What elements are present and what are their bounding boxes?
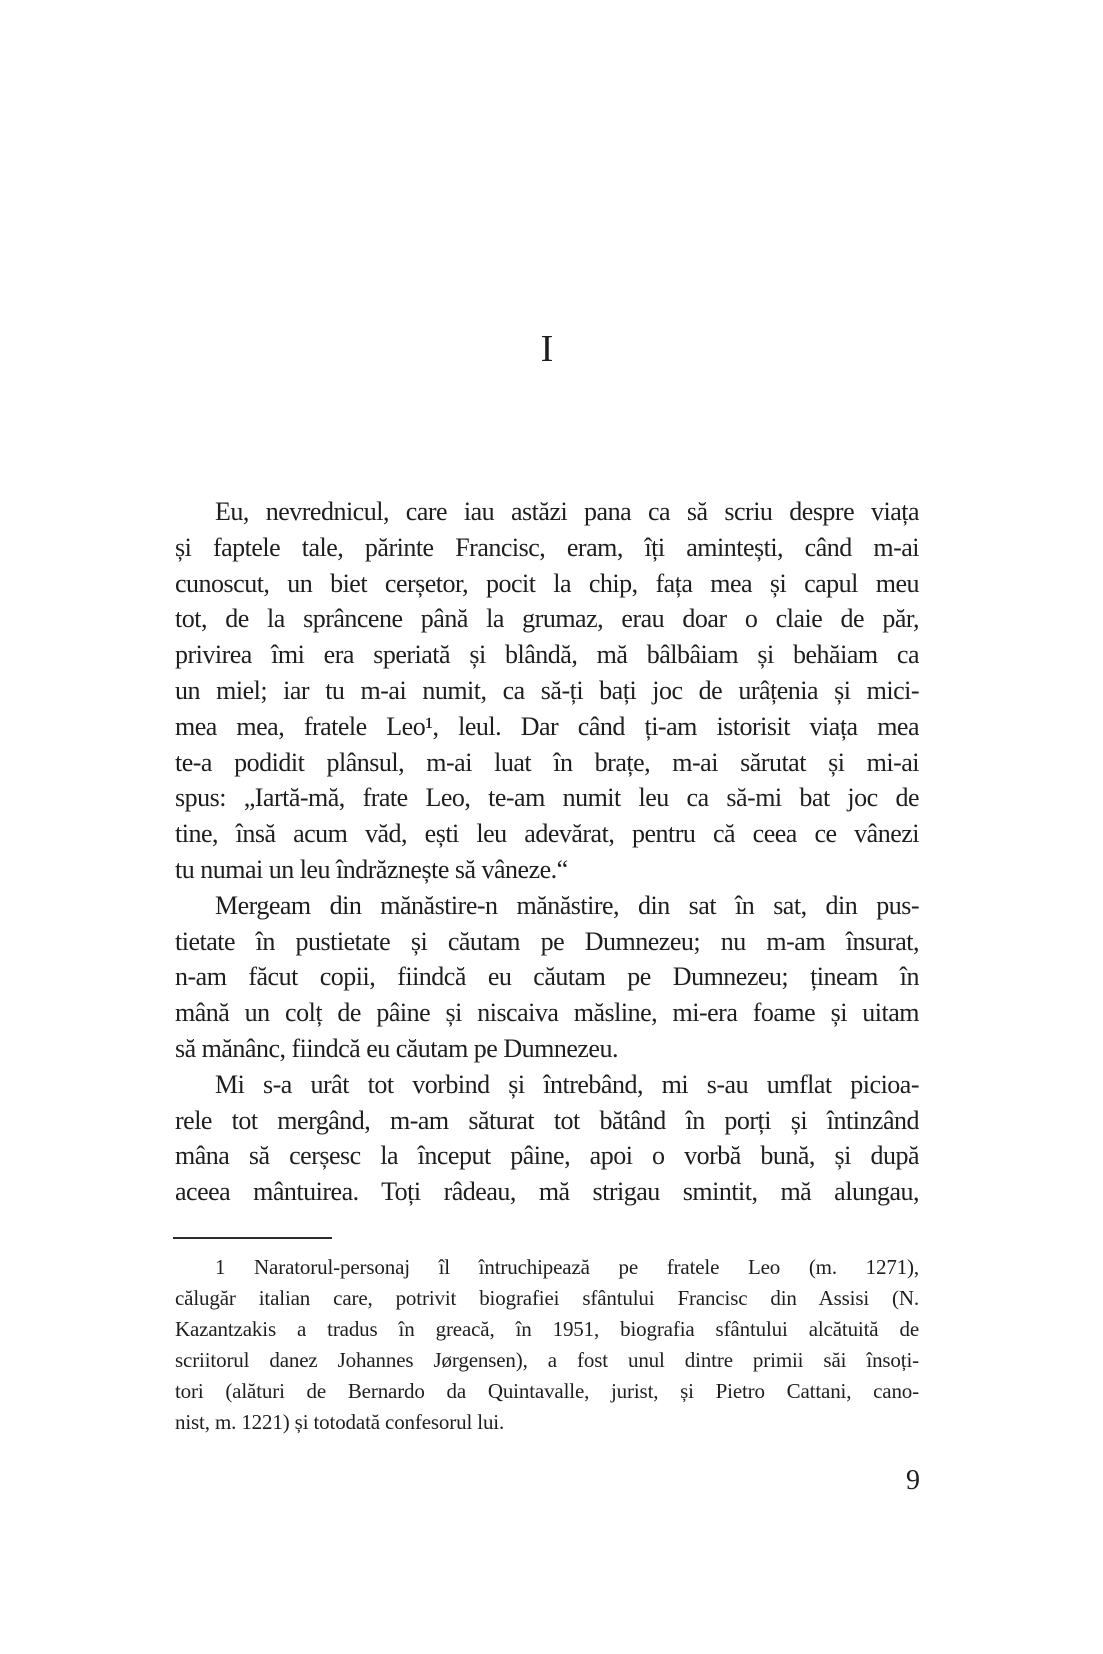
chapter-heading: I: [540, 328, 554, 370]
body-text-line: privirea îmi era speriată și blândă, mă bâlbâiam și behăiam ca: [175, 640, 919, 670]
footnote-line: 1 Naratorul-personaj îl întruchipează pe fratele Leo (m. 1271),: [215, 1255, 919, 1279]
footnote-block: [175, 1252, 919, 1438]
body-text-line: Mi s-a urât tot vorbind și întrebând, mi s-au umflat picioa-: [215, 1069, 919, 1099]
body-text-line: să mănânc, fiindcă eu căutam pe Dumnezeu.: [175, 1033, 618, 1063]
body-text-line: tine, însă acum văd, ești leu adevărat, pentru că ceea ce vânezi: [175, 819, 919, 849]
body-text-line: te-a podidit plânsul, m-ai luat în brațe, m-ai sărutat și mi-ai: [175, 747, 919, 777]
footnote-line: călugăr italian care, potrivit biografiei sfântului Francisc din Assisi (N.: [175, 1286, 919, 1310]
body-text-line: rele tot mergând, m-am săturat tot bătând în porți și întinzând: [175, 1105, 919, 1135]
footnote-line: nist, m. 1221) și totodată confesorul lui.: [175, 1410, 505, 1434]
body-text-line: un miel; iar tu m-ai numit, ca să-ți bați joc de urâțenia și mici-: [175, 675, 919, 705]
body-text-line: spus: „Iartă-mă, frate Leo, te-am numit leu ca să-mi bat joc de: [175, 783, 919, 813]
body-text-line: n-am făcut copii, fiindcă eu căutam pe Dumnezeu; țineam în: [175, 962, 919, 992]
body-text-line: tietate în pustietate și căutam pe Dumnezeu; nu m-am însurat,: [175, 926, 919, 956]
body-text-line: mea mea, fratele Leo¹, leul. Dar când ți-am istorisit viața mea: [175, 711, 919, 741]
body-text-line: tu numai un leu îndrăznește să vâneze.“: [175, 854, 568, 884]
page-number: 9: [906, 1465, 920, 1496]
body-text-line: mână un colț de pâine și niscaiva măsline, mi-era foame și uitam: [175, 998, 919, 1028]
body-text-line: și faptele tale, părinte Francisc, eram, îți amintești, când m-ai: [175, 532, 919, 562]
footnote-separator: [173, 1237, 332, 1239]
footnote-line: tori (alături de Bernardo da Quintavalle, jurist, și Pietro Cattani, cano-: [175, 1379, 919, 1403]
footnote-line: scriitorul danez Johannes Jørgensen), a fost unul dintre primii săi însoți-: [175, 1348, 919, 1372]
body-text-line: cunoscut, un biet cerșetor, pocit la chip, fața mea și capul meu: [175, 568, 919, 598]
body-text-line: Mergeam din mănăstire-n mănăstire, din sat în sat, din pus-: [215, 890, 919, 920]
footnote-line: Kazantzakis a tradus în greacă, în 1951, biografia sfântului alcătuită de: [175, 1317, 919, 1341]
body-text-line: mâna să cerșesc la început pâine, apoi o vorbă bună, și după: [175, 1141, 919, 1171]
body-text-block: [175, 494, 919, 1210]
body-text-line: tot, de la sprâncene până la grumaz, erau doar o claie de păr,: [175, 604, 919, 634]
body-text-line: Eu, nevrednicul, care iau astăzi pana ca să scriu despre viața: [215, 497, 919, 526]
body-text-line: aceea mântuirea. Toți râdeau, mă strigau smintit, mă alungau,: [175, 1177, 919, 1207]
